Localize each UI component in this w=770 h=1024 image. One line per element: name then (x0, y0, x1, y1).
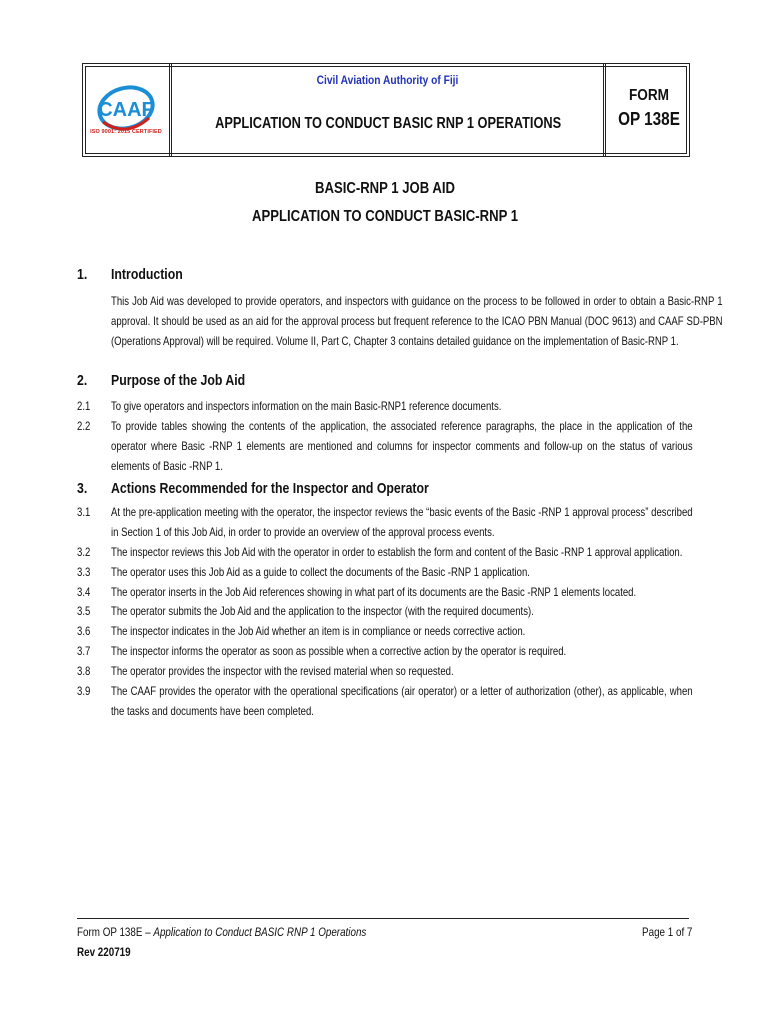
item-text: The CAAF provides the operator with the operational specifications (air operator) or a letter of authorization (other), as applicable, when the tasks and documents have been completed. (111, 684, 693, 718)
item-number: 3.6 (77, 624, 91, 638)
item-text: The operator submits the Job Aid and the application to the inspector (with the required documents). (111, 604, 534, 618)
section-heading: Introduction (111, 266, 183, 283)
footer-form-title: Application to Conduct BASIC RNP 1 Operations (153, 925, 367, 939)
logo-letters: CAAF (98, 99, 154, 121)
logo-cell (83, 64, 172, 156)
section-heading: Actions Recommended for the Inspector and Operator (111, 480, 429, 497)
title-cell (172, 64, 606, 156)
form-label: FORM (628, 87, 670, 104)
footer-revision: Rev 220719 (77, 945, 131, 959)
document-title: BASIC-RNP 1 JOB AID (315, 180, 455, 197)
section-paragraph: This Job Aid was developed to provide operators, and inspectors with guidance on the process to be followed in order to obtain a Basic-RNP 1 approval. It should be used as an aid for the approval process but frequent reference to the ICAO PBN Manual (DOC 9613) and CAAF SD-PBN (Operations Approval) will be required. Volume II, Part C, Chapter 3 contains detailed guidance on the implementation of Basic-RNP 1. (111, 294, 723, 348)
form-code-cell (609, 64, 689, 156)
item-text: The operator inserts in the Job Aid references showing in what part of its documents are the Basic -RNP 1 elements located. (111, 585, 637, 599)
item-number: 3.5 (77, 604, 91, 618)
authority-name: Civil Aviation Authority of Fiji (316, 73, 459, 87)
item-number: 3.7 (77, 644, 91, 658)
form-header (82, 63, 690, 157)
item-number: 3.4 (77, 585, 91, 599)
application-title: APPLICATION TO CONDUCT BASIC RNP 1 OPERATIONS (215, 115, 562, 132)
item-text: To give operators and inspectors information on the main Basic-RNP1 reference documents. (111, 399, 502, 413)
footer-form-reference (77, 925, 366, 939)
item-number: 2.2 (77, 419, 91, 433)
item-number: 3.2 (77, 545, 91, 559)
section-number: 1. (77, 266, 88, 283)
section-number: 2. (77, 372, 88, 389)
item-text: The inspector reviews this Job Aid with the operator in order to establish the form and content of the Basic -RNP 1 approval application. (111, 545, 683, 559)
item-text: The operator provides the inspector with the revised material when so requested. (111, 664, 454, 678)
item-text: At the pre-application meeting with the operator, the inspector reviews the “basic events of the Basic -RNP 1 approval process” described in Section 1 of this Job Aid, in order to provide an overview of the approval process events. (111, 505, 693, 539)
item-text: The inspector indicates in the Job Aid whether an item is in compliance or needs corrective action. (111, 624, 526, 638)
item-number: 3.1 (77, 505, 91, 519)
section-heading: Purpose of the Job Aid (111, 372, 246, 389)
item-number: 3.9 (77, 684, 91, 698)
item-number: 2.1 (77, 399, 91, 413)
item-text: The inspector informs the operator as soon as possible when a corrective action by the operator is required. (111, 644, 567, 658)
footer-divider (77, 918, 689, 919)
item-text: The operator uses this Job Aid as a guide to collect the documents of the Basic -RNP 1 application. (111, 565, 530, 579)
document-subtitle: APPLICATION TO CONDUCT BASIC-RNP 1 (251, 208, 519, 225)
item-number: 3.3 (77, 565, 91, 579)
item-number: 3.8 (77, 664, 91, 678)
iso-certification: ISO 9001: 2015 CERTIFIED (90, 129, 162, 135)
item-text: To provide tables showing the contents of the application, the associated reference paragraphs, the place in the application of the operator where Basic -RNP 1 elements are mentioned and columns for inspector comments and follow-up on the status of various elements of Basic -RNP 1. (111, 419, 693, 473)
form-code: OP 138E (618, 109, 680, 129)
page-number: Page 1 of 7 (641, 925, 692, 939)
footer-form-ref: Form OP 138E – (77, 925, 151, 939)
section-number: 3. (77, 480, 88, 497)
